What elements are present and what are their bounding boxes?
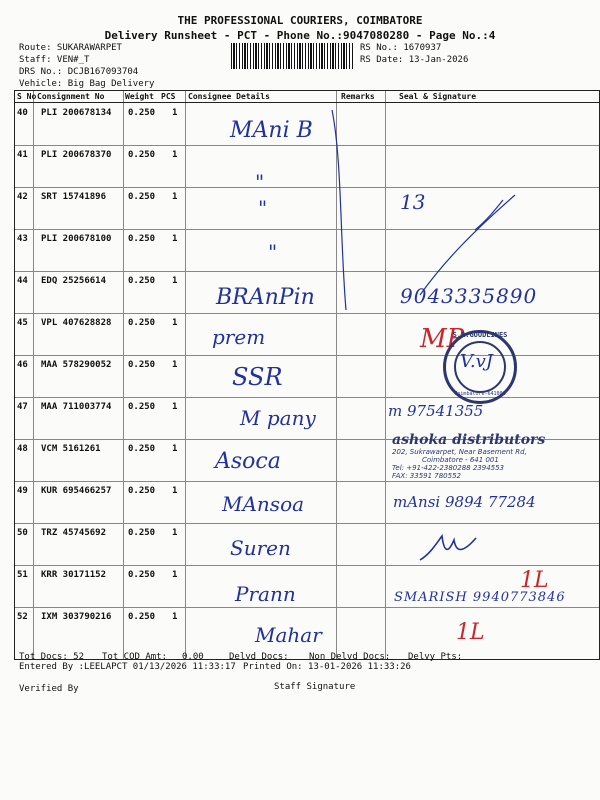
consignment-no: IXM 303790216	[41, 612, 112, 622]
pcs: 1	[172, 108, 178, 118]
distributor-phone: Tel: +91-422-2380288 2394553	[392, 464, 505, 472]
row-sno: 50	[17, 528, 28, 538]
row-sno: 41	[17, 150, 28, 160]
distributor-fax: FAX: 33591 780552	[392, 472, 461, 480]
handwritten-seal: 1L	[520, 568, 549, 593]
distributor-address: 202, Sukrawarpet, Near Basement Rd,	[392, 448, 527, 456]
runsheet-subtitle: Delivery Runsheet - PCT - Phone No.:9047080280 - Page No.:4	[104, 29, 496, 42]
pcs: 1	[172, 234, 178, 244]
col-header-weight: Weight	[125, 92, 154, 101]
route-field: Route: SUKARAWARPET	[19, 43, 122, 53]
company-stamp: S.R.GOODLINES V.vJ Coimbatore-641001	[443, 330, 517, 404]
pcs: 1	[172, 360, 178, 370]
row-sno: 44	[17, 276, 28, 286]
rs-number: RS No.: 1670937	[360, 43, 442, 53]
consignment-no: VCM 5161261	[41, 444, 101, 454]
pcs: 1	[172, 570, 178, 580]
staff-field: Staff: VEN#_T	[19, 55, 90, 65]
handwritten-consignee: Mahar	[255, 623, 322, 647]
total-cod-label: Tot COD Amt:	[102, 652, 168, 662]
weight: 0.250	[128, 486, 156, 496]
handwritten-seal: mAnsi 9894 77284	[393, 493, 536, 511]
drs-number: DRS No.: DCJB167093704	[19, 67, 139, 77]
handwritten-consignee: prem	[212, 325, 266, 349]
pcs: 1	[172, 528, 178, 538]
col-header-sno: S No	[17, 92, 37, 101]
handwritten-consignee: Suren	[230, 536, 291, 560]
weight: 0.250	[128, 276, 156, 286]
handwritten-consignee: SSR	[232, 363, 283, 391]
weight: 0.250	[128, 150, 156, 160]
handwritten-consignee: BRAnPin	[216, 285, 315, 310]
consignment-no: PLI 200678134	[41, 108, 112, 118]
row-sno: 42	[17, 192, 28, 202]
consignment-no: MAA 578290052	[41, 360, 112, 370]
col-header-seal: Seal & Signature	[399, 92, 477, 101]
col-header-consignment: Consignment No	[37, 92, 105, 101]
handwritten-consignee: "	[268, 240, 278, 264]
handwritten-consignee: MAni B	[230, 118, 313, 143]
pcs: 1	[172, 150, 178, 160]
staff-signature: Staff Signature	[274, 682, 356, 692]
handwritten-seal: 13	[400, 190, 426, 214]
row-sno: 48	[17, 444, 28, 454]
distributor-stamp	[392, 432, 592, 480]
row-sno: 43	[17, 234, 28, 244]
company-title: THE PROFESSIONAL COURIERS, COIMBATORE	[177, 14, 423, 27]
vehicle-field: Vehicle: Big Bag Delivery	[19, 79, 155, 89]
handwritten-signature-extra: SMARISH 9940773846	[394, 590, 566, 605]
printed-on: Printed On: 13-01-2026 11:33:26	[243, 662, 411, 672]
consignment-no: PLI 200678370	[41, 150, 112, 160]
rs-date: RS Date: 13-Jan-2026	[360, 55, 469, 65]
total-docs: Tot Docs: 52	[19, 652, 85, 662]
pcs: 1	[172, 402, 178, 412]
pcs: 1	[172, 318, 178, 328]
consignment-no: TRZ 45745692	[41, 528, 107, 538]
row-sno: 47	[17, 402, 28, 412]
row-sno: 46	[17, 360, 28, 370]
row-sno: 40	[17, 108, 28, 118]
weight: 0.250	[128, 402, 156, 412]
weight: 0.250	[128, 192, 156, 202]
handwritten-consignee: "	[255, 170, 265, 194]
weight: 0.250	[128, 108, 156, 118]
non-delivered-docs: Non Delvd Docs:	[309, 652, 391, 662]
consignment-no: KRR 30171152	[41, 570, 107, 580]
consignment-no: SRT 15741896	[41, 192, 107, 202]
weight: 0.250	[128, 528, 156, 538]
signature-scribble	[418, 530, 478, 566]
consignment-no: KUR 695466257	[41, 486, 112, 496]
stamp-text-bottom: Coimbatore-641001	[454, 391, 506, 397]
consignment-no: EDQ 25256614	[41, 276, 107, 286]
handwritten-consignee: M pany	[240, 406, 316, 430]
handwritten-consignee: Asoca	[215, 449, 281, 474]
weight: 0.250	[128, 360, 156, 370]
distributor-city: Coimbatore - 641 001	[422, 456, 499, 464]
handwritten-seal: MP	[420, 324, 465, 354]
consignment-no: MAA 711003774	[41, 402, 112, 412]
weight: 0.250	[128, 444, 156, 454]
handwritten-seal: 1L	[456, 620, 485, 645]
weight: 0.250	[128, 234, 156, 244]
verified-by: Verified By	[19, 684, 79, 694]
barcode	[231, 43, 354, 69]
pcs: 1	[172, 276, 178, 286]
entered-by: Entered By :LEELAPCT 01/13/2026 11:33:17	[19, 662, 236, 672]
delivery-points: Delvy Pts:	[408, 652, 463, 662]
handwritten-seal: m 97541355	[388, 402, 484, 420]
row-sno: 45	[17, 318, 28, 328]
row-sno: 51	[17, 570, 28, 580]
distributor-name: ashoka distributors	[392, 432, 546, 448]
col-header-consignee: Consignee Details	[188, 92, 270, 101]
pcs: 1	[172, 486, 178, 496]
col-header-pcs: PCS	[161, 92, 176, 101]
weight: 0.250	[128, 570, 156, 580]
row-sno: 52	[17, 612, 28, 622]
pcs: 1	[172, 192, 178, 202]
weight: 0.250	[128, 612, 156, 622]
consignment-no: PLI 200678100	[41, 234, 112, 244]
handwritten-consignee: "	[258, 196, 268, 220]
col-header-remarks: Remarks	[341, 92, 375, 101]
pcs: 1	[172, 612, 178, 622]
handwritten-seal: 9043335890	[400, 284, 538, 308]
consignment-no: VPL 407628828	[41, 318, 112, 328]
handwritten-consignee: Prann	[235, 582, 296, 606]
pcs: 1	[172, 444, 178, 454]
total-cod-value: 0.00	[182, 652, 204, 662]
row-sno: 49	[17, 486, 28, 496]
delivered-docs: Delvd Docs:	[229, 652, 289, 662]
stamp-text-top: S.R.GOODLINES	[452, 331, 508, 339]
weight: 0.250	[128, 318, 156, 328]
handwritten-consignee: MAnsoa	[222, 492, 305, 516]
